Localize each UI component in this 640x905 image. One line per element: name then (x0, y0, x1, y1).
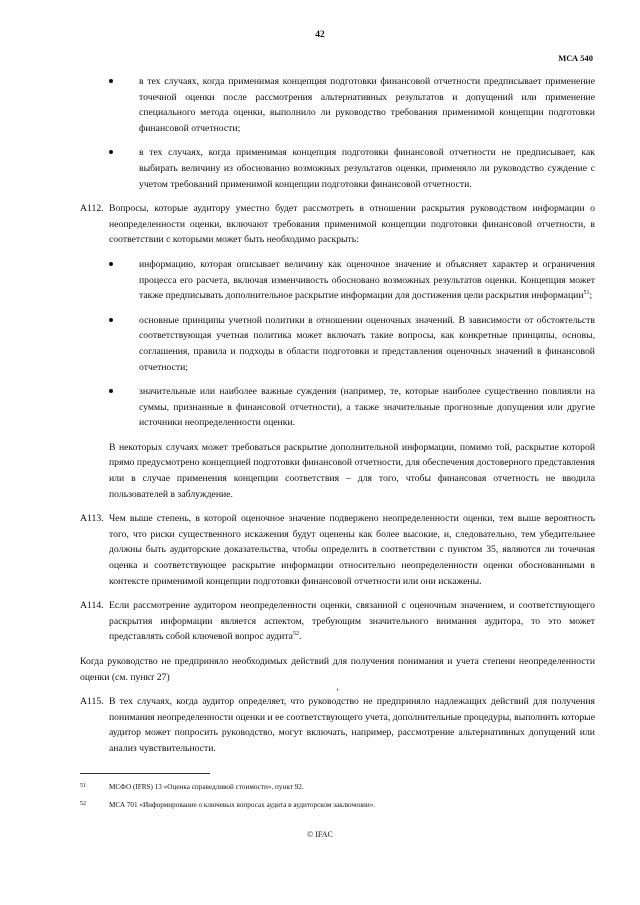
tick-mark: ’ (336, 687, 339, 698)
paragraph-text: Если рассмотрение аудитором неопределенности оценки, связанной с оценочным значением, и соответствующего раскрытия информации является аспектом, требующим значительного внимания аудитора, то это может представлять собой ключевой вопрос аудита (109, 600, 595, 643)
bullet-dot (109, 79, 113, 83)
paragraph-text: В тех случаях, когда аудитор определяет, что руководство не предприняло надлежащих действий для получения понимания неопределенности оценки и ее соответствующего учета, дополнительные процедуры, выполнить которые аудитор может попросить руководство, могут включать, например, рассмотрение альтернативных допущений или анализ чувствительности. (109, 696, 595, 754)
bullet-end: ; (589, 290, 593, 302)
footnote-ref: 51 (583, 289, 590, 296)
paragraph-number: A115. (80, 696, 104, 708)
bullet-item (80, 257, 595, 304)
bullet-dot (109, 262, 113, 266)
paragraph-text: Чем выше степень, в которой оценочное значение подвержено неопределенности оценки, тем выше вероятность того, что риски существенного искажения будут оценены как более высокие, и, следовательно, тем убедительнее должны быть аудиторские доказательства, чтобы определить в соответствии с пунктом 35, являются ли точечная оценка и соответствующее раскрытие информации относительно неопределенности оценки обоснованными в контексте применимой концепции подготовки финансовой отчетности или они искажены. (109, 513, 595, 587)
paragraph-a115 (80, 694, 595, 756)
footnote (80, 800, 595, 810)
paragraph-a113 (80, 511, 595, 589)
footnote-number: 51 (80, 783, 86, 789)
footnote-ref: 52 (292, 631, 299, 638)
footnote-text: МСФО (IFRS) 13 «Оценка справедливой стоимости», пункт 92. (109, 783, 304, 791)
bullet-item (80, 313, 595, 375)
footnote-text: МСА 701 «Информирование о ключевых вопросах аудита в аудиторском заключении». (109, 801, 376, 809)
bullet-item (80, 384, 595, 431)
bullet-text: информацию, которая описывает величину как оценочное значение и объясняет характер и ограничения процесса его расчета, включая изменчивость обосновано возможных результатов оценки. Концепция может также предписывать дополнительное раскрытие информации для достижения цели раскрытия информации (139, 258, 595, 302)
bullet-text: в тех случаях, когда применимая концепция подготовки финансовой отчетности не предписывает, как выбирать величину из обоснованно возможных результатов оценки, применяло ли руководство суждение с учетом требований применимой концепции подготовки финансовой отчетности. (139, 147, 595, 190)
bullet-dot (109, 389, 113, 393)
bullet-item (80, 74, 595, 136)
footnote-number: 52 (80, 801, 86, 807)
bullet-text: основные принципы учетной политики в отношении оценочных значений. В зависимости от обстоятельств соответствующая учетная политика может включать такие вопросы, как конкретные принципы, основы, соглашения, правила и подходы в области подготовки и представления оценочных значений в финансовой отчетности; (139, 314, 595, 373)
paragraph-text: Вопросы, которые аудитору уместно будет рассмотреть в отношении раскрытия руководством информации о неопределенности оценки, включают требования применимой концепции подготовки финансовой отчетности, в соответствии с которыми может быть необходимо раскрыть: (109, 203, 595, 246)
bullet-dot (109, 318, 113, 322)
footnote (80, 782, 595, 792)
bullet-text: в тех случаях, когда применимая концепция подготовки финансовой отчетности предписывает применение точечной оценки после рассмотрения альтернативных результатов и допущений или применение специального метода оценки, выполнило ли руководство требования применимой концепции подготовки финансовой отчетности; (139, 76, 595, 134)
paragraph-a112 (80, 201, 595, 248)
standard-id: МСА 540 (558, 53, 593, 63)
bullet-item (80, 145, 595, 192)
section-heading: Когда руководство не предприняло необходимых действий для получения понимания и учета степени неопределенности оценки (см. пункт 27) (80, 656, 595, 683)
paragraph-number: A112. (80, 203, 104, 215)
bullet-text: значительные или наиболее важные суждения (например, те, которые наиболее существенно повлияли на суммы, признанные в финансовой отчетности), а также значительные прогнозные допущения или другие источники неопределенности оценки. (139, 386, 595, 429)
paragraph-end: . (298, 631, 302, 643)
paragraph-number: A113. (80, 513, 104, 525)
paragraph-a114 (80, 598, 595, 645)
paragraph-a112-closing: В некоторых случаях может требоваться раскрытие дополнительной информации, помимо той, раскрытие которой прямо предусмотрено концепцией подготовки финансовой отчетности, для обеспечения достоверного представления или в случае применения концепции соответствия – для того, чтобы финансовая отчетность не вводила пользователей в заблуждение. (109, 441, 595, 500)
copyright-footer: © IFAC (307, 830, 333, 839)
bullet-dot (109, 150, 113, 154)
page-number: 42 (315, 30, 325, 40)
footnotes (80, 782, 595, 818)
body-text (80, 74, 595, 766)
footnote-divider (80, 773, 210, 774)
paragraph-number: A114. (80, 600, 104, 612)
